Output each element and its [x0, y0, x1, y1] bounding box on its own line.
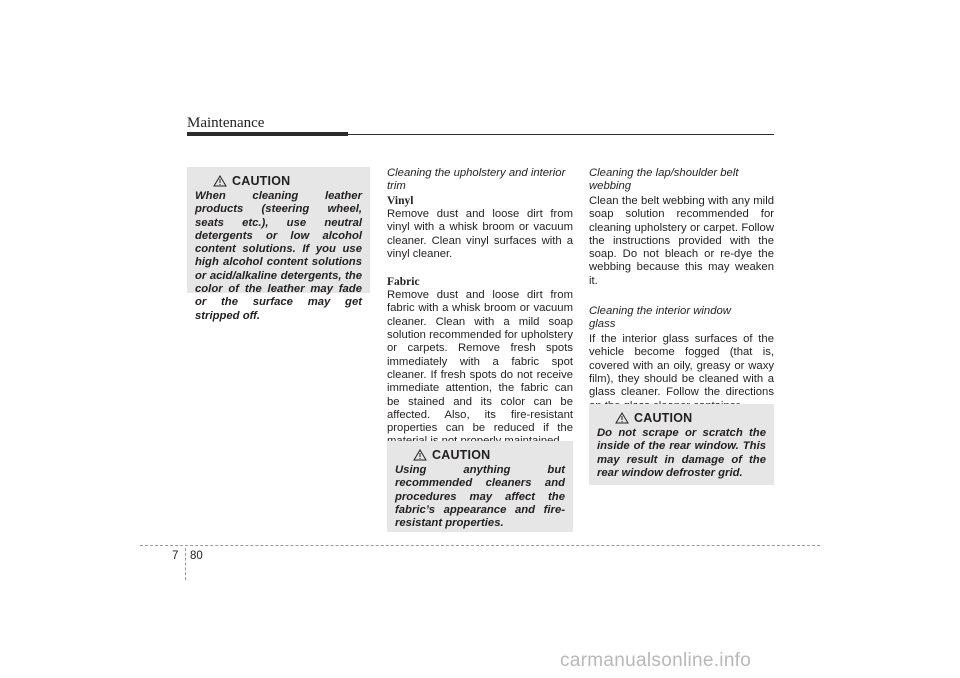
caution-title: CAUTION [432, 448, 491, 462]
belt-glass-section [589, 167, 774, 413]
header-rule-thin [348, 134, 774, 135]
caution-text: When cleaning leather products (steering wheel, seats etc.), use neutral detergents or low alcohol content solutions. If you use high alcohol content solutions or acid/alkaline detergents, the color of the leather may fade or the surface may get stripped off. [195, 190, 362, 322]
warning-triangle-icon [615, 412, 629, 424]
footer-chapter-number: 7 [172, 550, 179, 562]
paragraph-fabric: Remove dust and loose dirt from fabric with a whisk broom or vacuum cleaner. Clean with a mild soap solution recommended for upholstery or carpets. Remove fresh spots immediately with a fabric spot cleaner. If fresh spots do not receive immediate attention, the fabric can be stained and its color can be affected. Also, its fire-resistant properties can be reduced if the [387, 289, 573, 435]
caution-text: Using anything but recommended cleaners and procedures may affect the fabric’s appearance and fire-resistant properties. [395, 464, 565, 530]
warning-triangle-icon [213, 175, 227, 187]
caution-text: Do not scrape or scratch the inside of the rear window. This may result in damage of the rear window defroster grid. [597, 427, 766, 479]
section-title-upholstery: Cleaning the upholstery and interior trim [387, 167, 566, 192]
caution-title: CAUTION [232, 174, 291, 188]
footer-divider [185, 548, 186, 580]
caution-title: CAUTION [634, 411, 693, 425]
footer-rule [140, 545, 820, 546]
paragraph-glass: If the interior glass surfaces of the vehicle become fogged (that is, covered with an oily, greasy or waxy film), they should be cleaned with a glass cleaner. Follow the directions [589, 333, 774, 399]
caution-box-leather [187, 167, 370, 322]
paragraph-vinyl: Remove dust and loose dirt from vinyl with a whisk broom or vacuum cleaner. Clean vinyl surfaces with a vinyl cleaner. [387, 208, 573, 260]
caution-box-glass [589, 404, 774, 485]
warning-triangle-icon [413, 449, 427, 461]
paragraph-belt: Clean the belt webbing with any mild soap solution recommended for cleaning upholstery or carpet. Follow the instructions provided with the soap. Do not bleach or re-dye the webbing because this may weaken it. [589, 195, 774, 287]
caution-header [413, 448, 565, 462]
caution-header [615, 411, 766, 425]
upholstery-section [387, 167, 573, 449]
caution-header [213, 174, 362, 188]
footer-page-number: 80 [190, 550, 203, 562]
watermark-text: carmanualsonline.info [560, 650, 752, 671]
subheading-vinyl: Vinyl [387, 195, 414, 207]
caution-box-fabric [387, 441, 573, 532]
subheading-fabric: Fabric [387, 276, 420, 289]
section-title-belt: Cleaning the lap/shoulder belt webbing [589, 167, 739, 192]
section-title-glass: Cleaning the interior window glass [589, 305, 731, 331]
header-rule-thick [187, 132, 348, 136]
page-header-title: Maintenance [187, 115, 265, 131]
